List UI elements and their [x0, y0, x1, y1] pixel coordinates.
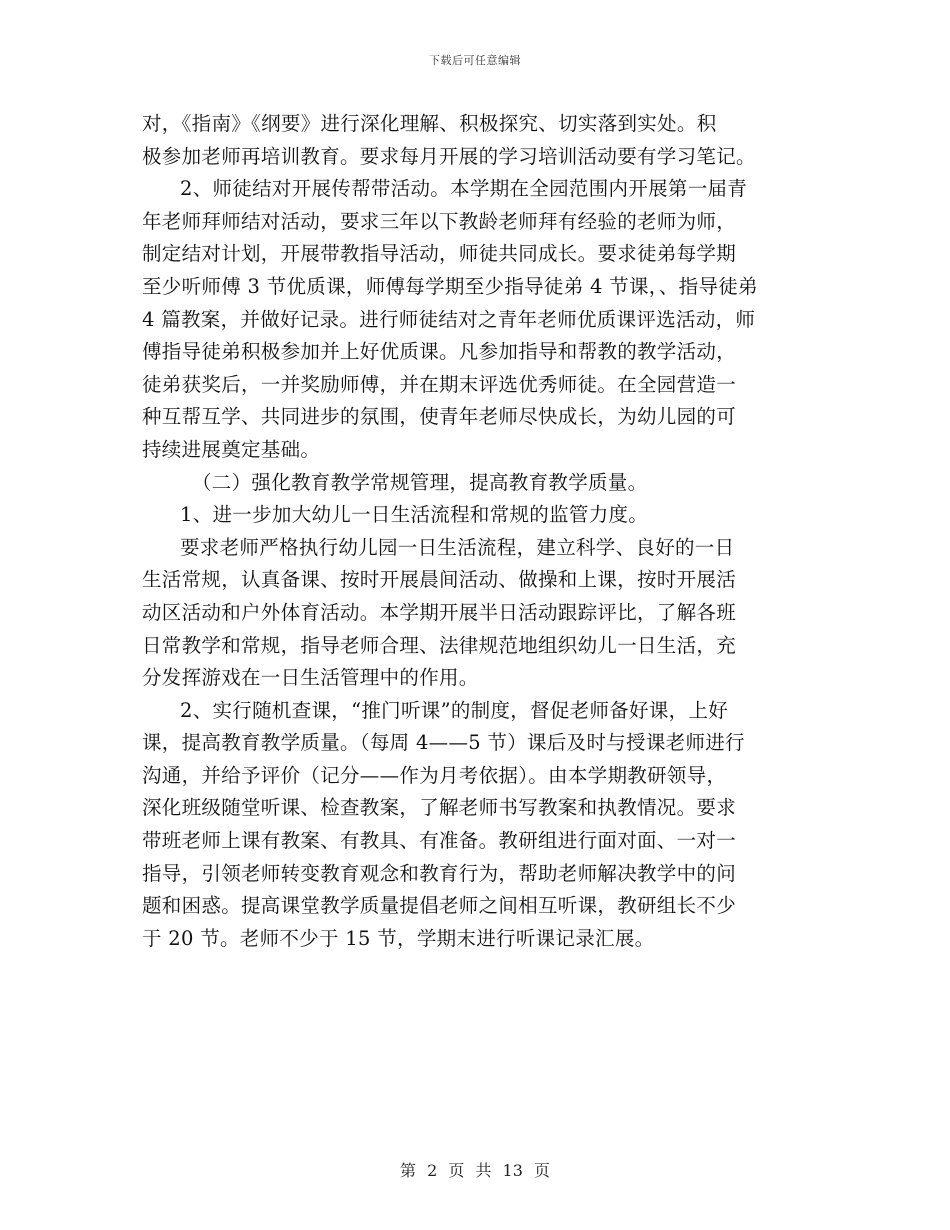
- text-line: 4 篇教案，并做好记录。进行师徒结对之青年老师优质课评选活动，师: [142, 307, 756, 331]
- text-line: 极参加老师再培训教育。要求每月开展的学习培训活动要有学习笔记。: [142, 144, 756, 168]
- text-line: 年老师拜师结对活动，要求三年以下教龄老师拜有经验的老师为师，: [142, 209, 737, 233]
- subsection-heading: 1、进一步加大幼儿一日生活流程和常规的监管力度。: [180, 503, 649, 527]
- text-line: 徒弟获奖后，一并奖励师傅，并在期末评选优秀师徒。在全园营造一: [142, 372, 737, 396]
- document-body: [142, 108, 812, 955]
- text-line: 于 20 节。老师不少于 15 节，学期末进行听课记录汇展。: [142, 926, 655, 950]
- text-line: 傅指导徒弟积极参加并上好优质课。凡参加指导和帮教的教学活动，: [142, 340, 737, 364]
- page-header: 下载后可任意编辑: [429, 54, 521, 67]
- text-line: 日常教学和常规，指导老师合理、法律规范地组织幼儿一日生活，充: [142, 633, 737, 657]
- text-line: 要求老师严格执行幼儿园一日生活流程，建立科学、良好的一日: [180, 535, 735, 559]
- text-line: 2、师徒结对开展传帮带活动。本学期在全园范围内开展第一届青: [180, 177, 748, 201]
- text-line: 指导，引领老师转变教育观念和教育行为，帮助老师解决教学中的问: [142, 861, 737, 885]
- text-line: 制定结对计划，开展带教指导活动，师徒共同成长。要求徒弟每学期: [142, 242, 737, 266]
- text-line: 沟通，并给予评价（记分——作为月考依据）。由本学期教研领导，: [142, 763, 727, 787]
- text-line: 对，《指南》《纲要》进行深化理解、积极探究、切实落到实处。积: [142, 112, 717, 135]
- text-line: 生活常规，认真备课、按时开展晨间活动、做操和上课，按时开展活: [142, 568, 737, 592]
- text-line: 2、实行随机查课，“推门听课”的制度，督促老师备好课，上好: [180, 698, 729, 722]
- text-line: 至少听师傅 3 节优质课，师傅每学期至少指导徒弟 4 节课，、指导徒弟: [142, 274, 758, 298]
- section-heading: （二）强化教育教学常规管理，提高教育教学质量。: [192, 470, 648, 494]
- text-line: 带班老师上课有教案、有教具、有准备。教研组进行面对面、一对一: [142, 829, 737, 853]
- text-line: 分发挥游戏在一日生活管理中的作用。: [142, 666, 479, 690]
- text-line: 课，提高教育教学质量。（每周 4——5 节）课后及时与授课老师进行: [142, 731, 745, 755]
- text-line: 深化班级随堂听课、检查教案，了解老师书写教案和执教情况。要求: [142, 796, 737, 820]
- text-line: 持续进展奠定基础。: [142, 437, 321, 461]
- text-line: 动区活动和户外体育活动。本学期开展半日活动跟踪评比，了解各班: [142, 600, 737, 624]
- text-line: 题和困惑。提高课堂教学质量提倡老师之间相互听课，教研组长不少: [142, 894, 737, 918]
- page-footer: 第 2 页 共 13 页: [400, 1161, 550, 1180]
- text-line: 种互帮互学、共同进步的氛围，使青年老师尽快成长，为幼儿园的可: [142, 405, 737, 429]
